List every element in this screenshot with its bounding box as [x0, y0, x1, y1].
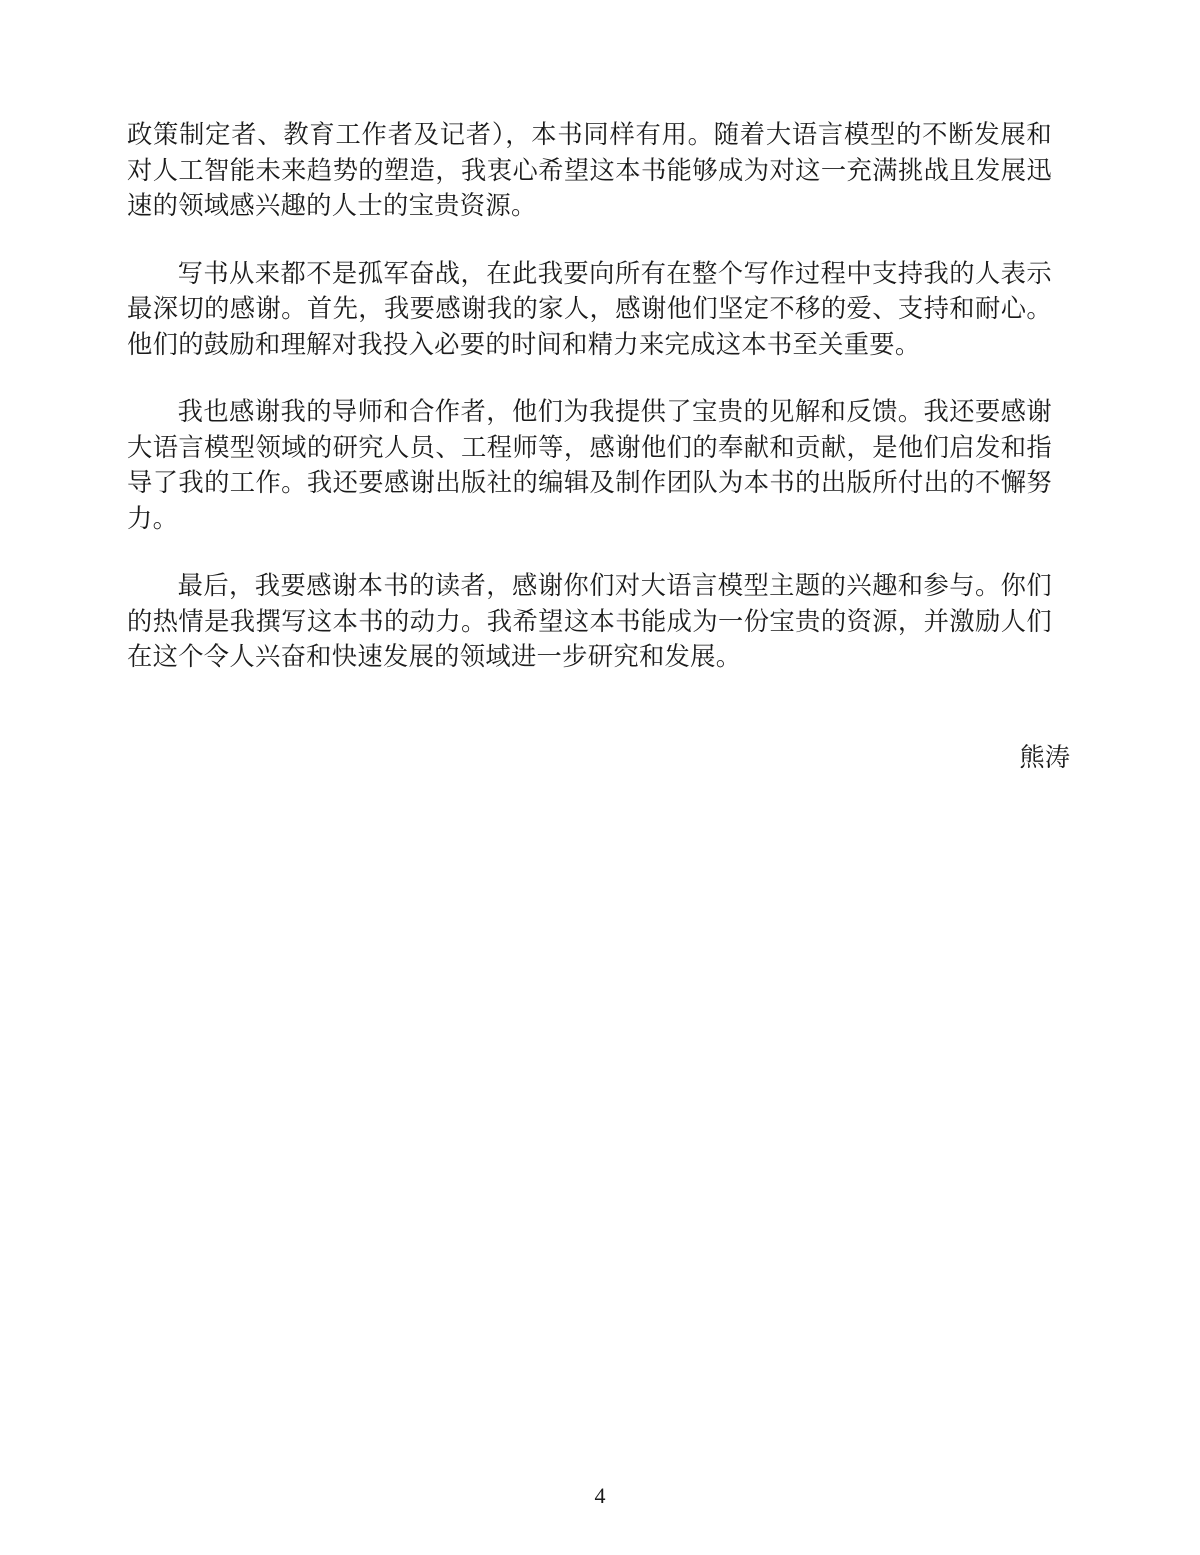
paragraph-mentors: 我也感谢我的导师和合作者，他们为我提供了宝贵的见解和反馈。我还要感谢大语言模型领域的研究人员、工程师等，感谢他们的奉献和贡献，是他们启发和指导了我的工作。我还要感谢出版社的编辑及制作团队为本书的出版所付出的不懈努力。 — [127, 397, 1052, 533]
body-text — [127, 117, 1052, 675]
page-number: 4 — [594, 1483, 606, 1508]
author-signature: 熊涛 — [1019, 743, 1070, 772]
paragraph-readers: 最后，我要感谢本书的读者，感谢你们对大语言模型主题的兴趣和参与。你们的热情是我撰写这本书的动力。我希望这本书能成为一份宝贵的资源，并激励人们在这个令人兴奋和快速发展的领域进一步研究和发展。 — [127, 571, 1052, 671]
paragraph-acknowledgment-intro: 写书从来都不是孤军奋战，在此我要向所有在整个写作过程中支持我的人表示最深切的感谢。首先，我要感谢我的家人，感谢他们坚定不移的爱、支持和耐心。他们的鼓励和理解对我投入必要的时间和精力来完成这本书至关重要。 — [127, 258, 1052, 359]
paragraph-continuation: 政策制定者、教育工作者及记者），本书同样有用。随着大语言模型的不断发展和对人工智能未来趋势的塑造，我衷心希望这本书能够成为对这一充满挑战且发展迅速的领域感兴趣的人士的宝贵资源。 — [127, 120, 1052, 220]
